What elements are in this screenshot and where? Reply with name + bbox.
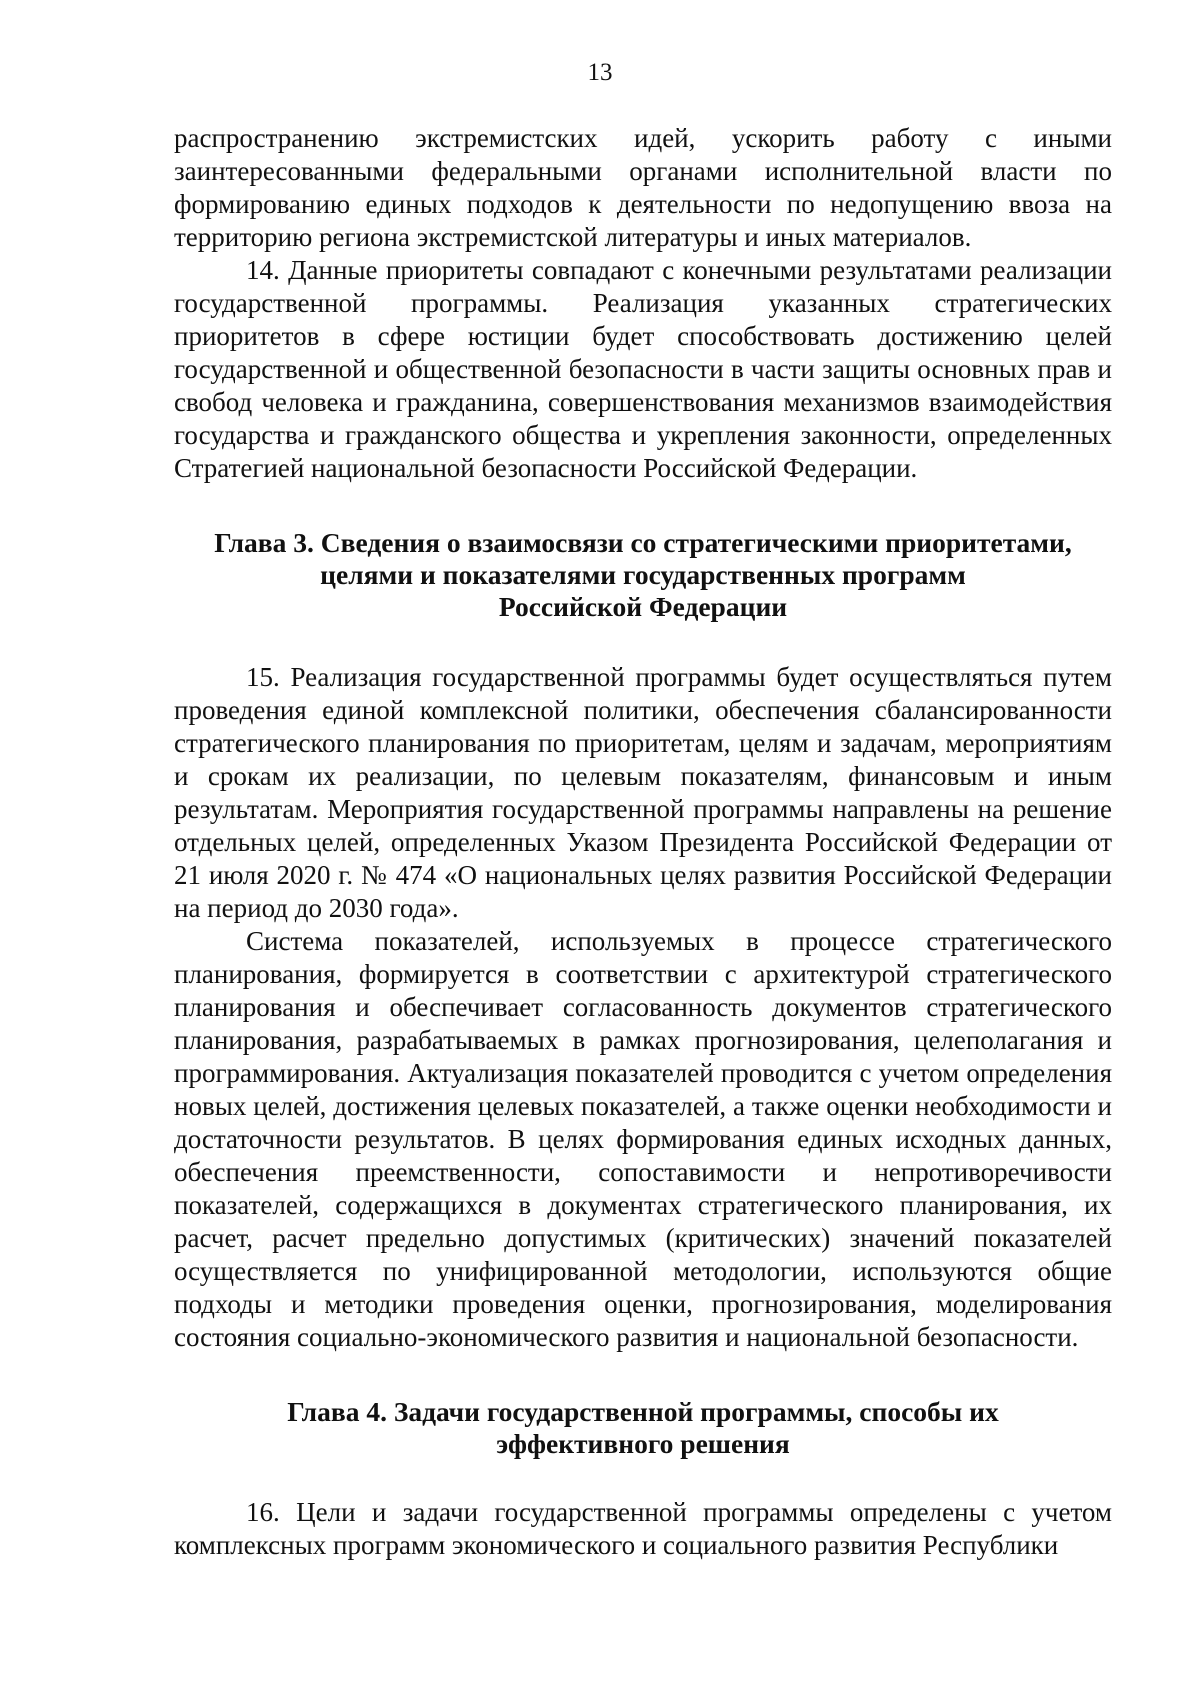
chapter-3-heading-line: Глава 3. Сведения о взаимосвязи со стратегическими приоритетами,	[214, 527, 1072, 558]
paragraph-15: 15. Реализация государственной программы будет осуществляться путем проведения единой комплексной политики, обеспечения сбалансированности стратегического планирования по приоритетам, целям и задачам, мероприятиям и срокам их реализации, по целевым показателям, финансовым и иным результатам. Мероприятия государственной программы направлены на решение отдельных целей, определенных Указом Президента Российской Федерации от 21 июля 2020 г. № 474 «О национальных целях развития Российской Федерации на период до 2030 года».	[174, 662, 1112, 923]
page-number: 13	[587, 59, 613, 86]
chapter-4-heading	[174, 1396, 1112, 1460]
paragraph-16: 16. Цели и задачи государственной программы определены с учетом комплексных программ экономического и социального развития Республики	[174, 1497, 1112, 1560]
chapter-4-heading-line: Глава 4. Задачи государственной программы, способы их	[287, 1396, 999, 1427]
chapter-3-heading-line: целями и показателями государственных программ	[320, 559, 966, 590]
paragraph-indicators-system: Система показателей, используемых в процессе стратегического планирования, формируется в соответствии с архитектурой стратегического планирования и обеспечивает согласованность документов стратегического планирования, разрабатываемых в рамках прогнозирования, целеполагания и программирования. Актуализация показателей проводится с учетом определения новых целей, достижения целевых показателей, а также оценки необходимости и достаточности результатов. В целях формирования единых исходных данных, обеспечения преемственности, сопоставимости и непротиворечивости показателей, содержащихся в документах стратегического планирования, их расчет, расчет предельно допустимых (критических) значений показателей осуществляется по унифицированной методологии, используются общие подходы и методики проведения оценки, прогнозирования, моделирования состояния социально-экономического развития и национальной безопасности.	[174, 926, 1112, 1352]
paragraph-continuation: распространению экстремистских идей, ускорить работу с иными заинтересованными федеральными органами исполнительной власти по формированию единых подходов к деятельности по недопущению ввоза на территорию региона экстремистской литературы и иных материалов.	[174, 123, 1112, 252]
paragraph-14: 14. Данные приоритеты совпадают с конечными результатами реализации государственной программы. Реализация указанных стратегических приоритетов в сфере юстиции будет способствовать достижению целей государственной и общественной безопасности в части защиты основных прав и свобод человека и гражданина, совершенствования механизмов взаимодействия государства и гражданского общества и укрепления законности, определенных Стратегией национальной безопасности Российской Федерации.	[174, 255, 1112, 483]
chapter-3-heading	[174, 527, 1112, 623]
chapter-3-heading-line: Российской Федерации	[498, 591, 788, 622]
chapter-4-heading-line: эффективного решения	[496, 1428, 790, 1459]
document-body	[174, 122, 1112, 1562]
